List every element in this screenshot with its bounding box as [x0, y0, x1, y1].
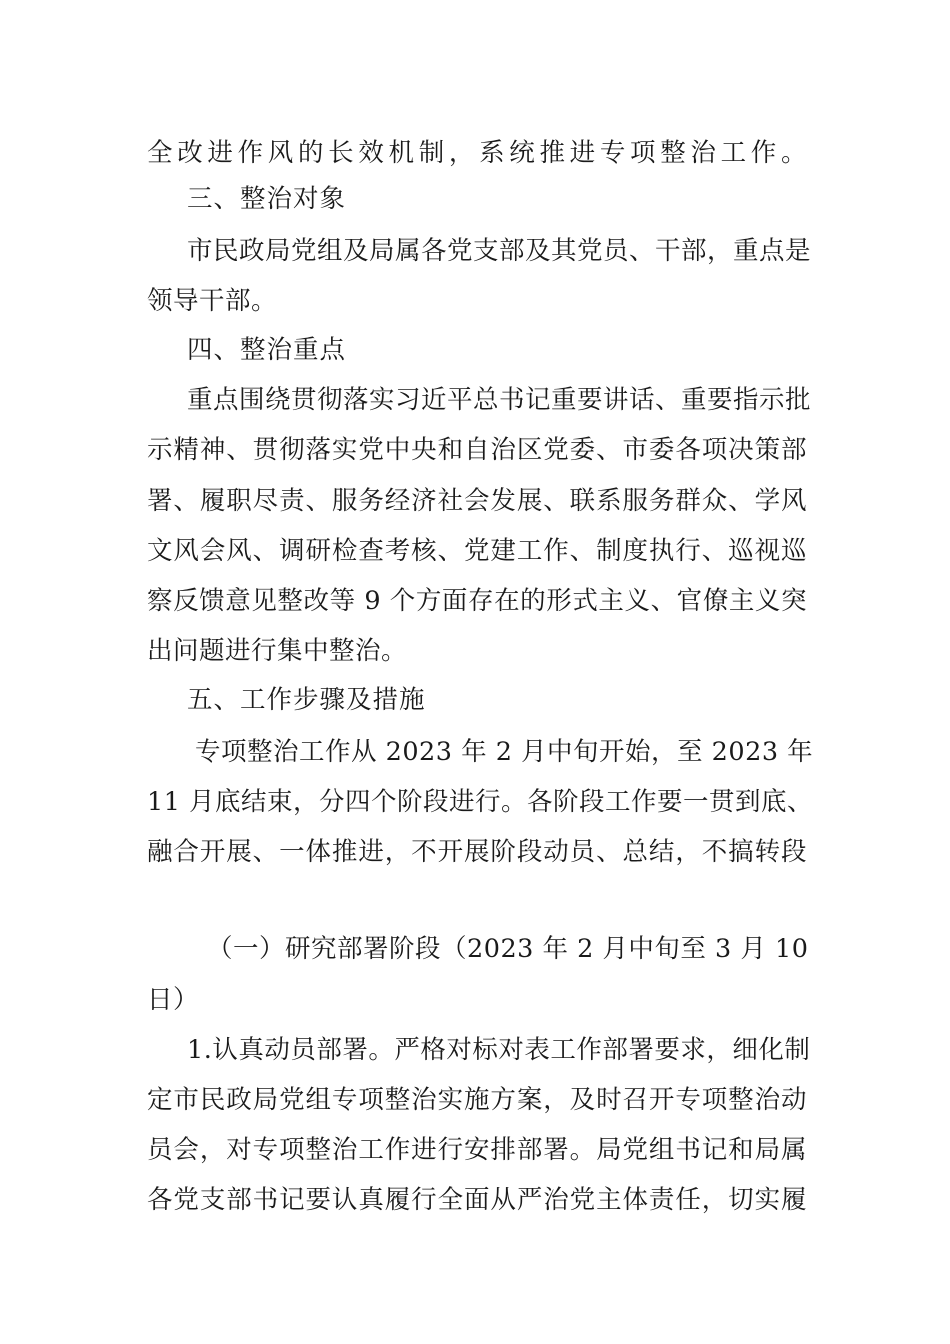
subsection-heading: （一）研究部署阶段（2023 年 2 月中旬至 3 月 10	[207, 934, 809, 964]
paragraph-line: 专项整治工作从 2023 年 2 月中旬开始，至 2023 年	[195, 737, 814, 767]
paragraph-line: 定市民政局党组专项整治实施方案，及时召开专项整治动	[147, 1085, 807, 1115]
paragraph-line: 出问题进行集中整治。	[147, 636, 408, 666]
section-heading-3: 三、整治对象	[187, 184, 347, 214]
paragraph-line: 各党支部书记要认真履行全面从严治党主体责任，切实履	[147, 1185, 807, 1215]
section-heading-5: 五、工作步骤及措施	[187, 685, 426, 715]
paragraph-line: 重点围绕贯彻落实习近平总书记重要讲话、重要指示批	[187, 385, 812, 415]
paragraph-line: 全改进作风的长效机制，系统推进专项整治工作。	[147, 138, 807, 168]
paragraph-line: 示精神、贯彻落实党中央和自治区党委、市委各项决策部	[147, 435, 807, 465]
paragraph-line: 1.认真动员部署。严格对标对表工作部署要求，细化制	[187, 1035, 811, 1065]
paragraph-line: 11 月底结束，分四个阶段进行。各阶段工作要一贯到底、	[147, 787, 814, 817]
paragraph-line: 员会，对专项整治工作进行安排部署。局党组书记和局属	[147, 1135, 807, 1165]
paragraph-line: 市民政局党组及局属各党支部及其党员、干部，重点是	[187, 236, 812, 266]
section-heading-4: 四、整治重点	[187, 335, 347, 365]
paragraph-line: 融合开展、一体推进，不开展阶段动员、总结，不搞转段	[147, 837, 807, 867]
paragraph-line: 署、履职尽责、服务经济社会发展、联系服务群众、学风	[147, 486, 807, 516]
paragraph-line: 领导干部。	[147, 286, 278, 316]
paragraph-line: 文风会风、调研检查考核、党建工作、制度执行、巡视巡	[147, 536, 807, 566]
paragraph-line: 日）	[147, 985, 200, 1015]
paragraph-line: 察反馈意见整改等 9 个方面存在的形式主义、官僚主义突	[147, 586, 807, 616]
